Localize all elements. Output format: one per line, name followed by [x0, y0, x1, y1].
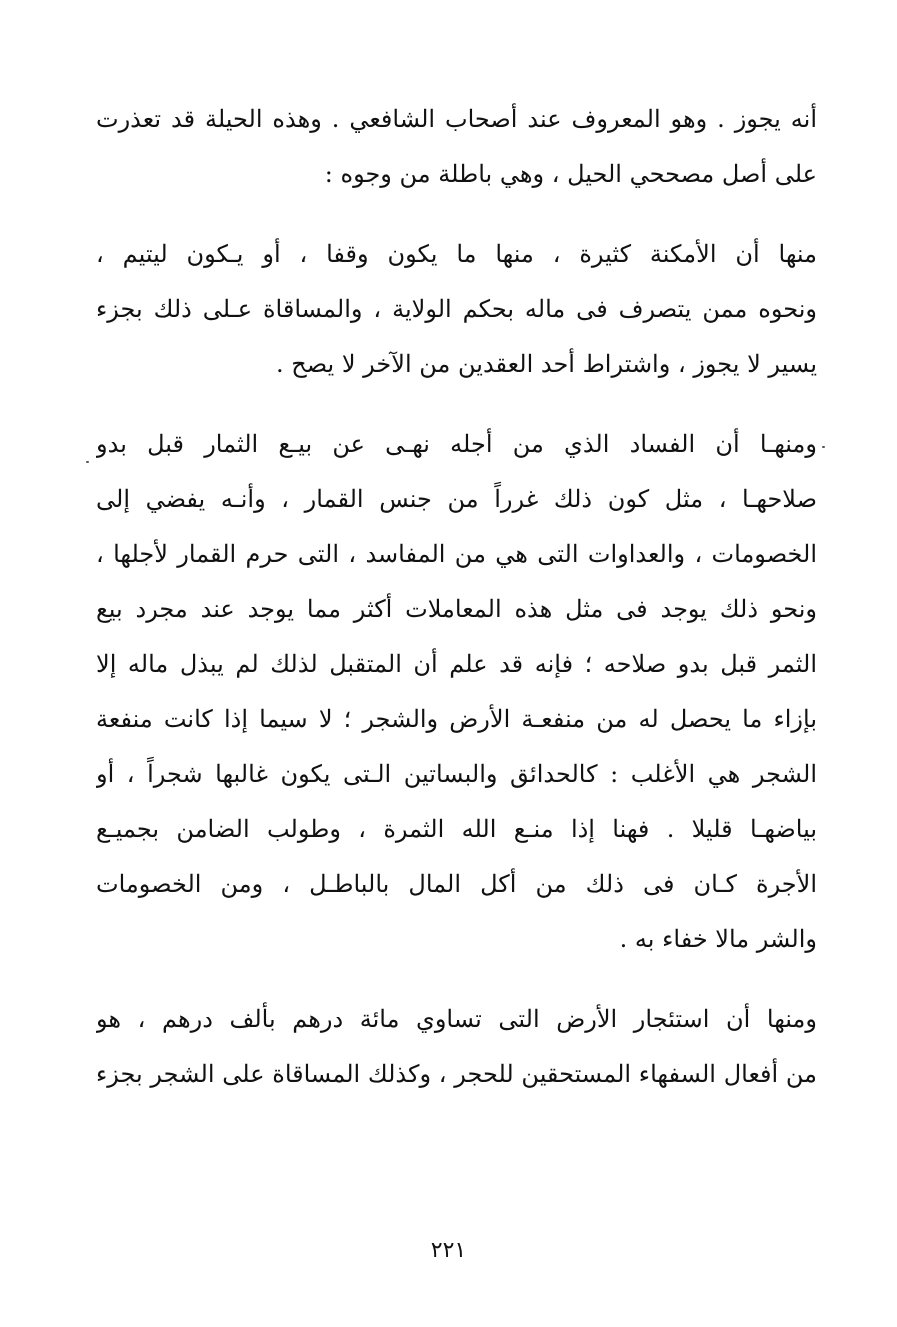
text-line: الأجرة كـان فى ذلك من أكل المال بالباطـل ، ومن الخصومات [96, 870, 817, 898]
text-line: الشجر هي الأغلب : كالحدائق والبساتين الـتى يكون غالبها شجراً ، أو [96, 760, 817, 788]
text-line: ونحو ذلك يوجد فى مثل هذه المعاملات أكثر مما يوجد عند مجرد بيع [96, 595, 817, 623]
text-line: أنه يجوز . وهو المعروف عند أصحاب الشافعي . وهذه الحيلة قد تعذرت [96, 105, 817, 133]
text-line: ومنها أن استئجار الأرض التى تساوي مائة درهم بألف درهم ، هو [96, 1005, 817, 1033]
text-line: بياضهـا قليلا . فهنا إذا منـع الله الثمرة ، وطولب الضامن بجميـع [96, 815, 817, 843]
paragraph [96, 992, 817, 1102]
text-line: صلاحهـا ، مثل كون ذلك غرراً من جنس القمار ، وأنـه يفضي إلى [96, 485, 817, 513]
text-line: من أفعال السفهاء المستحقين للحجر ، وكذلك المساقاة على الشجر بجزء [96, 1060, 817, 1088]
paragraph [96, 227, 817, 392]
text-line: بإزاء ما يحصل له من منفعـة الأرض والشجر ؛ لا سيما إذا كانت منفعة [96, 705, 817, 733]
paragraph [96, 417, 817, 967]
text-line: ونحوه ممن يتصرف فى ماله بحكم الولاية ، والمساقاة عـلى ذلك بجزء [96, 295, 817, 323]
text-line: والشر مالا خفاء به . [619, 925, 817, 953]
body-text [96, 92, 817, 1102]
scan-speck [86, 461, 89, 463]
paragraph-gap [96, 202, 817, 227]
text-line: على أصل مصححي الحيل ، وهي باطلة من وجوه : [324, 160, 817, 188]
paragraph [96, 92, 817, 202]
scan-speck [822, 446, 825, 448]
text-line: يسير لا يجوز ، واشتراط أحد العقدين من الآخر لا يصح . [275, 350, 817, 378]
text-line: ومنهـا أن الفساد الذي من أجله نهـى عن بيـع الثمار قبل بدو [96, 430, 817, 458]
paragraph-gap [96, 967, 817, 992]
page-number: ٢٢١ [430, 1238, 467, 1263]
text-line: الخصومات ، والعداوات التى هي من المفاسد ، التى حرم القمار لأجلها ، [96, 540, 817, 568]
paragraph-gap [96, 392, 817, 417]
text-line: منها أن الأمكنة كثيرة ، منها ما يكون وقفا ، أو يـكون ليتيم ، [96, 240, 817, 268]
text-line: الثمر قبل بدو صلاحه ؛ فإنه قد علم أن المتقبل لذلك لم يبذل ماله إلا [96, 650, 817, 678]
